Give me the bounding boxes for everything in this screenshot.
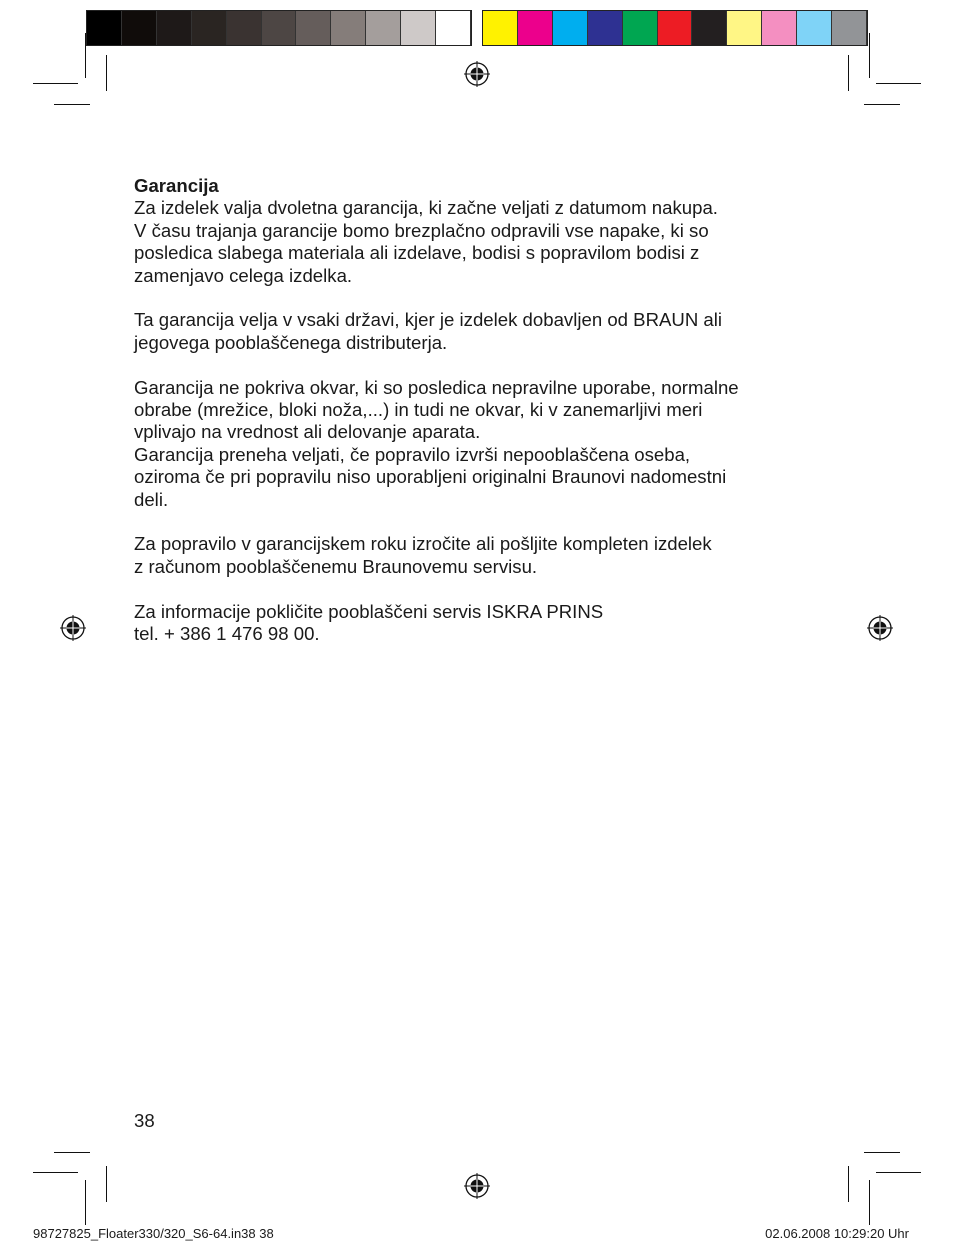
color-swatch <box>692 11 727 45</box>
grayscale-calibration-bar <box>86 10 472 46</box>
paragraph-contact-info: Za informacije pokličite pooblaščeni servis ISKRA PRINS tel. + 386 1 476 98 00. <box>134 600 604 645</box>
page-number: 38 <box>134 1110 155 1131</box>
crop-mark <box>869 33 870 78</box>
color-swatch <box>483 11 518 45</box>
crop-mark <box>876 83 921 84</box>
crop-mark <box>106 55 107 91</box>
color-swatch <box>87 11 122 45</box>
color-swatch <box>588 11 623 45</box>
crop-mark <box>54 1152 90 1153</box>
color-swatch <box>436 11 471 45</box>
color-swatch <box>227 11 262 45</box>
color-swatch <box>296 11 331 45</box>
crop-mark <box>85 33 86 78</box>
color-swatch <box>192 11 227 45</box>
color-swatch <box>658 11 693 45</box>
crop-mark <box>54 104 90 105</box>
print-slug-timestamp: 02.06.2008 10:29:20 Uhr <box>765 1226 909 1241</box>
crop-mark <box>848 55 849 91</box>
color-swatch <box>832 11 867 45</box>
color-swatch <box>366 11 401 45</box>
paragraph-repair-procedure: Za popravilo v garancijskem roku izročite ali pošljite kompleten izdelek z računom pooblaščenemu Braunovemu servisu. <box>134 533 712 577</box>
color-swatch <box>157 11 192 45</box>
color-calibration-bar <box>482 10 868 46</box>
registration-mark-icon <box>60 615 86 641</box>
crop-mark <box>106 1166 107 1202</box>
crop-mark <box>85 1180 86 1225</box>
crop-mark <box>33 83 78 84</box>
paragraph-country-validity: Ta garancija velja v vsaki državi, kjer je izdelek dobavljen od BRAUN ali jegovega pooblaščenega distributerja. <box>134 309 723 353</box>
crop-mark <box>33 1172 78 1173</box>
crop-mark <box>864 104 900 105</box>
color-swatch <box>553 11 588 45</box>
registration-mark-icon <box>464 61 490 87</box>
crop-mark <box>876 1172 921 1173</box>
color-swatch <box>122 11 157 45</box>
registration-mark-icon <box>464 1173 490 1199</box>
registration-mark-icon <box>867 615 893 641</box>
color-swatch <box>331 11 366 45</box>
color-swatch <box>401 11 436 45</box>
color-swatch <box>518 11 553 45</box>
crop-mark <box>869 1180 870 1225</box>
crop-mark <box>864 1152 900 1153</box>
color-swatch <box>727 11 762 45</box>
paragraph-exclusions: Garancija ne pokriva okvar, ki so posledica nepravilne uporabe, normalne obrabe (mrežice, bloki noža,...) in tudi ne okvar, ki v zanemarljivi meri vplivajo na vrednost ali delovanje aparata. Garancija preneha veljati, če popravilo izvrši nepooblaščena oseba, oziroma če pri popravilu niso uporabljeni originalni Braunovi nadomestni deli. <box>134 376 739 510</box>
section-heading: Garancija <box>134 175 219 196</box>
crop-mark <box>848 1166 849 1202</box>
color-swatch <box>262 11 297 45</box>
print-slug-filename: 98727825_Floater330/320_S6-64.in38 38 <box>33 1226 274 1241</box>
color-swatch <box>762 11 797 45</box>
warranty-section <box>134 175 814 668</box>
color-swatch <box>797 11 832 45</box>
paragraph-warranty-terms: Za izdelek valja dvoletna garancija, ki začne veljati z datumom nakupa. V času trajanja garancije bomo brezplačno odpravili vse napake, ki so posledica slabega materiala ali izdelave, bodisi s popravilom bodisi z zamenjavo celega izdelka. <box>134 197 718 286</box>
color-swatch <box>623 11 658 45</box>
